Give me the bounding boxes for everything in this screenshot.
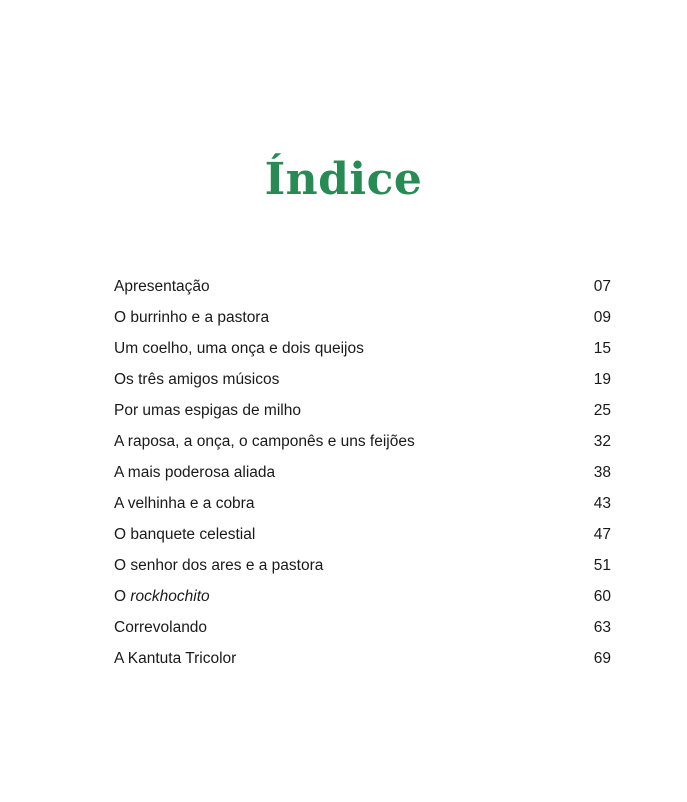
toc-entry-page: 51 xyxy=(593,556,611,574)
toc-entry xyxy=(114,457,611,488)
toc-entry-page: 38 xyxy=(593,463,611,481)
toc-entry-page: 47 xyxy=(593,525,611,543)
toc-entry xyxy=(114,271,611,302)
toc-entry-page: 63 xyxy=(593,618,611,636)
toc-entry-title-italic: rockhochito xyxy=(130,587,210,605)
toc-entry xyxy=(114,581,611,612)
toc-entry-title: Apresentação xyxy=(114,277,210,295)
toc-entry xyxy=(114,519,611,550)
toc-entry-title: O burrinho e a pastora xyxy=(114,308,270,326)
toc-entry-title: O senhor dos ares e a pastora xyxy=(114,556,324,574)
toc-entry-page: 07 xyxy=(593,277,611,295)
toc-entry xyxy=(114,333,611,364)
toc-entry-page: 25 xyxy=(593,401,611,419)
toc-entry-title: A velhinha e a cobra xyxy=(114,494,255,512)
toc-entry-title: Correvolando xyxy=(114,618,208,636)
toc-entry-page: 15 xyxy=(593,339,611,357)
table-of-contents xyxy=(114,271,611,674)
toc-entry-title: A Kantuta Tricolor xyxy=(114,649,237,667)
toc-entry-title: Um coelho, uma onça e dois queijos xyxy=(114,339,364,357)
toc-entry-page: 43 xyxy=(593,494,611,512)
toc-entry-page: 09 xyxy=(593,308,611,326)
toc-entry-title: A raposa, a onça, o camponês e uns feijões xyxy=(114,432,415,450)
toc-entry-page: 69 xyxy=(593,649,611,667)
toc-entry xyxy=(114,395,611,426)
toc-entry xyxy=(114,550,611,581)
toc-entry xyxy=(114,426,611,457)
toc-entry xyxy=(114,643,611,674)
toc-entry xyxy=(114,302,611,333)
toc-entry xyxy=(114,364,611,395)
toc-entry-title-prefix: O xyxy=(114,587,131,605)
toc-entry-page: 19 xyxy=(593,370,611,388)
toc-entry-title: Os três amigos músicos xyxy=(114,370,280,388)
toc-entry-title: A mais poderosa aliada xyxy=(114,463,276,481)
toc-entry-page: 60 xyxy=(593,587,611,605)
page-title: Índice xyxy=(264,154,423,205)
toc-entry-title xyxy=(114,588,210,606)
toc-entry-page: 32 xyxy=(593,432,611,450)
toc-entry xyxy=(114,612,611,643)
toc-entry-title: Por umas espigas de milho xyxy=(114,401,301,419)
toc-entry xyxy=(114,488,611,519)
toc-entry-title: O banquete celestial xyxy=(114,525,256,543)
